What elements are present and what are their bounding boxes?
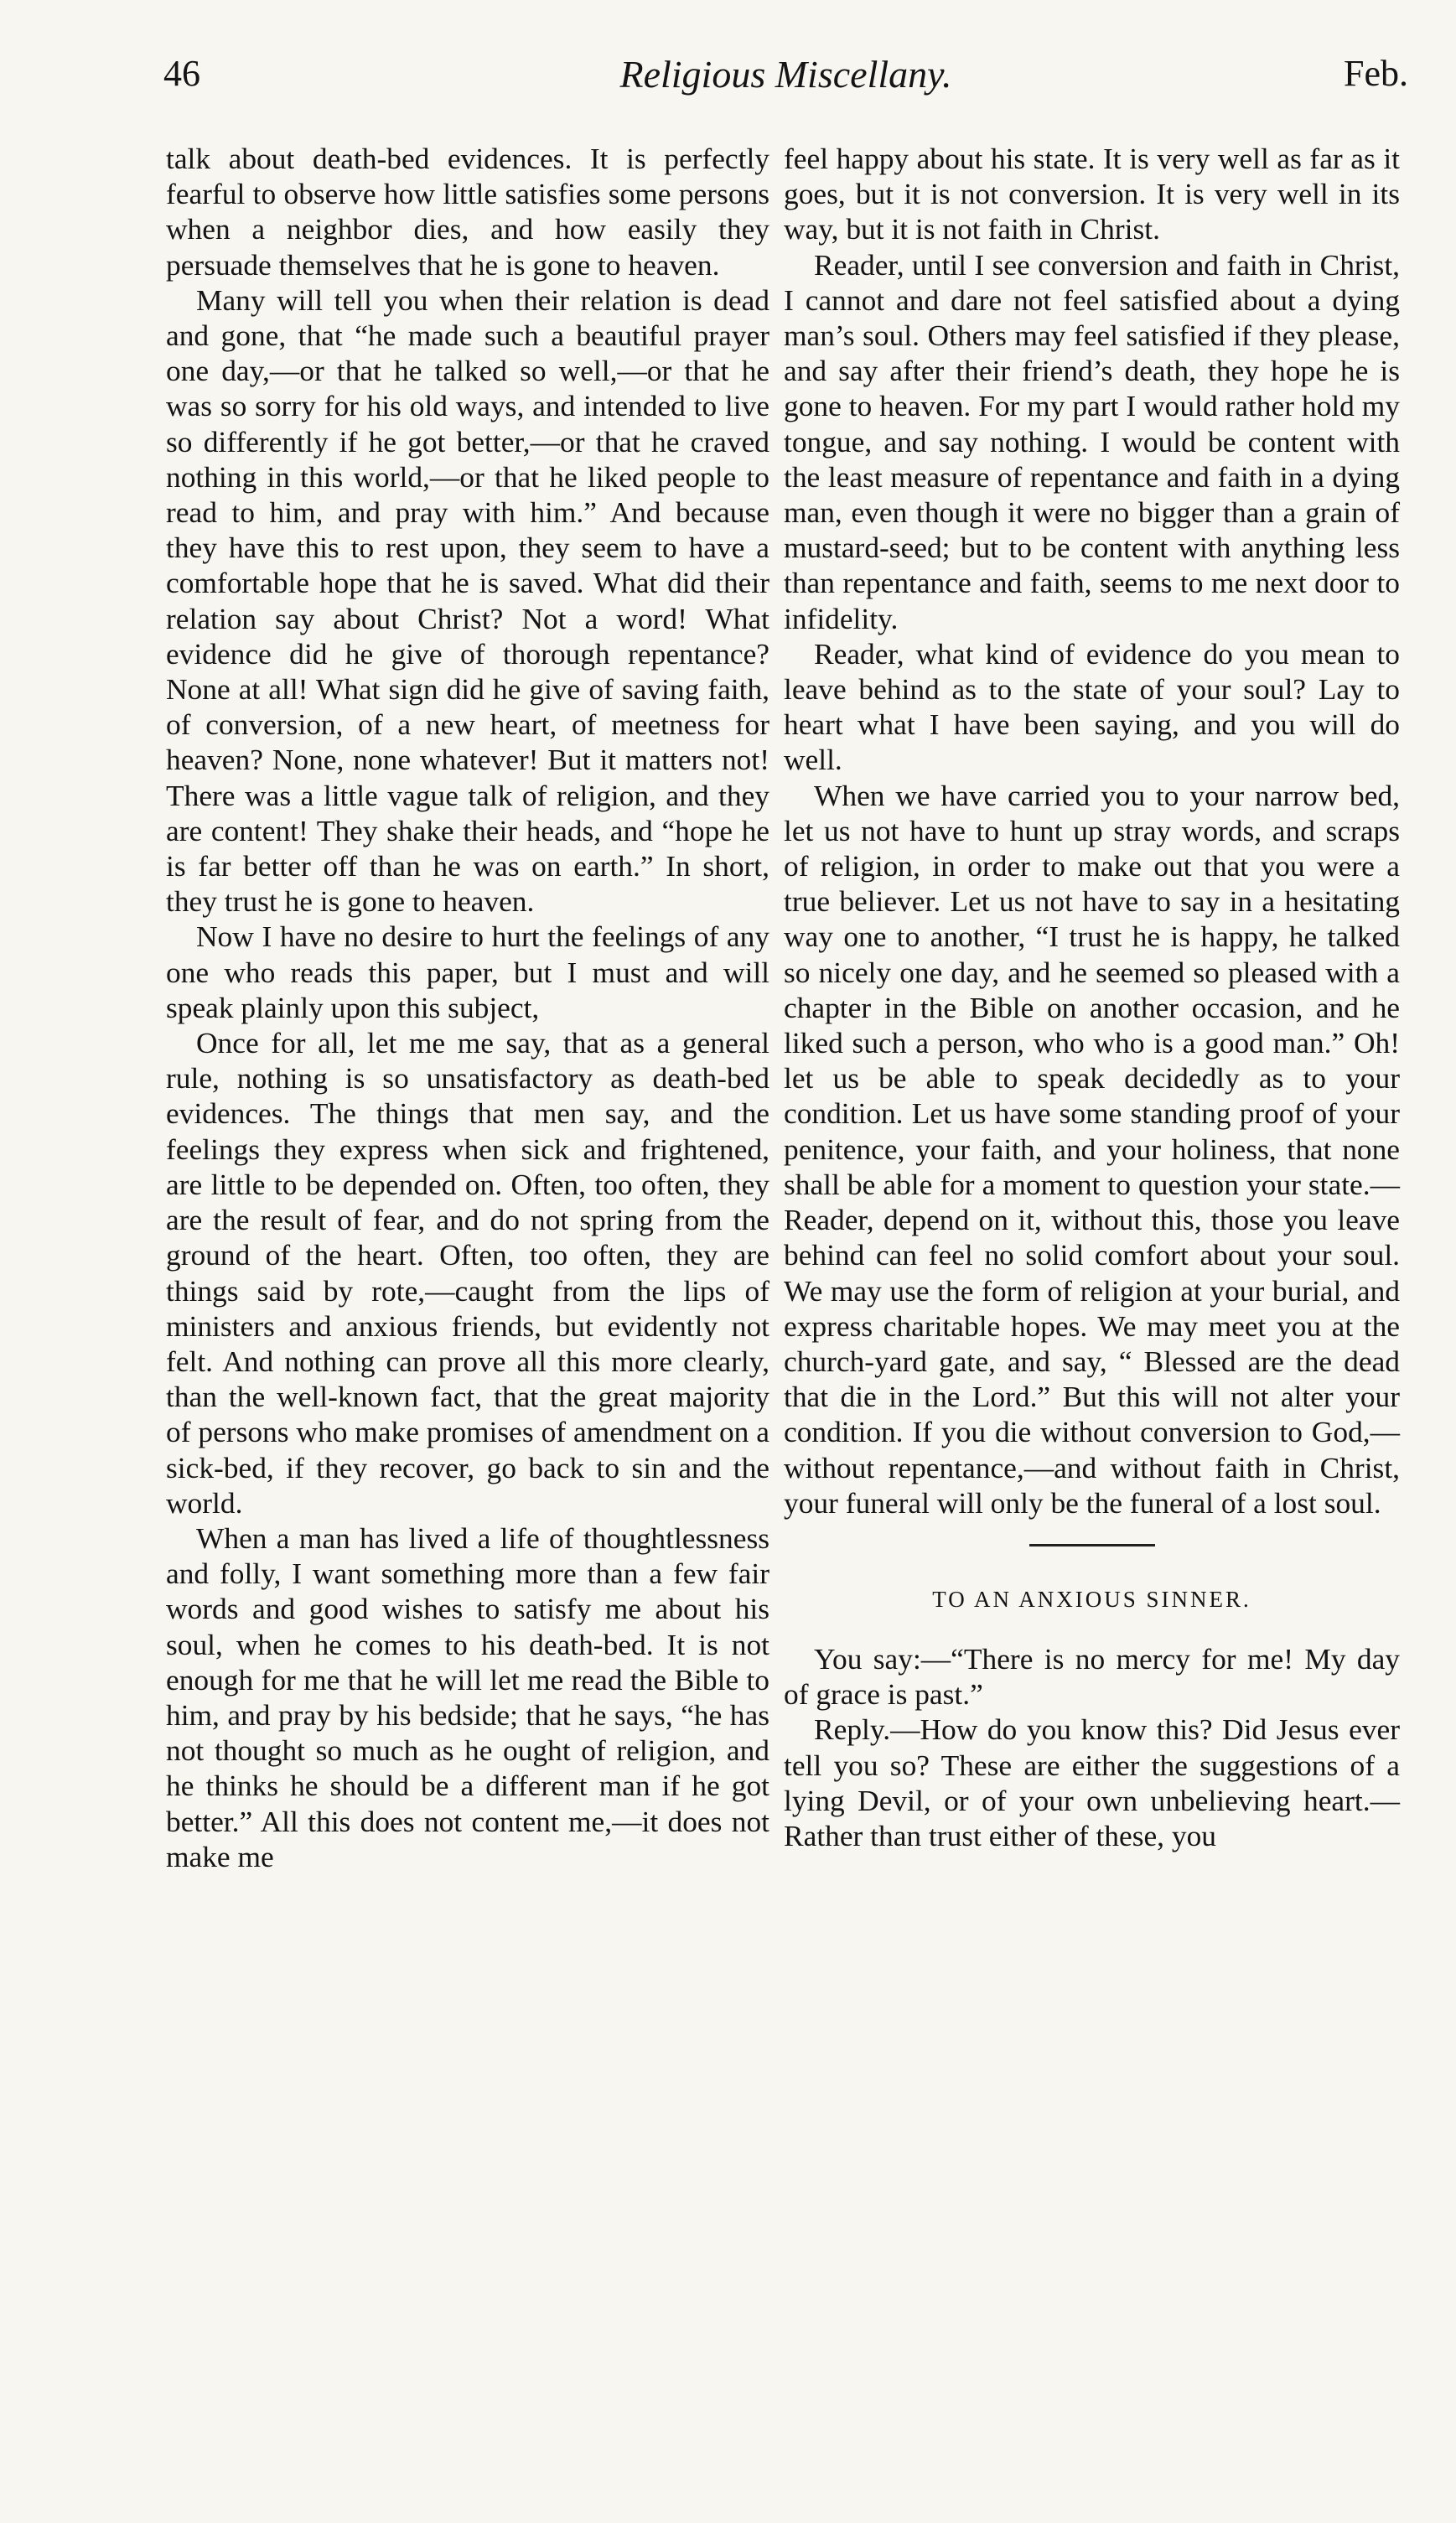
paragraph: When a man has lived a life of thoughtlessness and folly, I want something more than a few fair words and good wishes to satisfy me about his soul, when he comes to his death-bed. It is not enough for me that he will let me read the Bible to him, and pray by his bedside; that he says, “he has not thought so much as he ought of religion, and he thinks he should be a different man if he got better.” All this does not content me,—it does not make me — [166, 1521, 769, 1873]
section-heading: TO AN ANXIOUS SINNER. — [932, 1586, 1251, 1612]
paragraph: Reply.—How do you know this? Did Jesus ever tell you so? These are either the suggestions of a lying Devil, or of your own unbelieving heart.—Rather than trust either of these, you — [784, 1712, 1400, 1852]
paragraph: talk about death-bed evidences. It is perfectly fearful to observe how little satisfies some persons when a neighbor dies, and how easily they persuade themselves that he is gone to heaven. — [166, 142, 769, 282]
paragraph: Reader, what kind of evidence do you mean to leave behind as to the state of your soul? Lay to heart what I have been saying, and you will do well. — [784, 636, 1400, 777]
paragraph: Once for all, let me me say, that as a general rule, nothing is so unsatisfactory as death-bed evidences. The things that men say, and the feelings they express when sick and frightened, are little to be depended on. Often, too often, they are the result of fear, and do not spring from the ground of the heart. Often, too often, they are things said by rote,—caught from the lips of ministers and anxious friends, but evidently not felt. And nothing can prove all this more clearly, than the well-known fact, that the great majority of persons who make promises of amendment on a sick-bed, if they recover, go back to sin and the world. — [166, 1026, 769, 1520]
left-column — [166, 141, 769, 1874]
journal-title: Religious Miscellany. — [619, 53, 952, 96]
section-divider — [1029, 1544, 1155, 1546]
paragraph: feel happy about his state. It is very well as far as it goes, but it is not conversion. It is very well in its way, but it is not faith in Christ. — [784, 142, 1400, 246]
paragraph: When we have carried you to your narrow bed, let us not have to hunt up stray words, and scraps of religion, in order to make out that you were a true believer. Let us not have to say in a hesitating way one to another, “I trust he is happy, he talked so nicely one day, and he seemed so pleased with a chapter in the Bible on another occasion, and he liked such a person, who who is a good man.” Oh! let us be able to speak decidedly as to your condition. Let us have some standing proof of your penitence, your faith, and your holiness, that none shall be able for a moment to question your state.—Reader, depend on it, without this, those you leave behind can feel no solid comfort about your soul. We may use the form of religion at your burial, and express charitable hopes. We may meet you at the church-yard gate, and say, “ Blessed are the dead that die in the Lord.” But this will not alter your condition. If you die without conversion to God,—without repentance,—and without faith in Christ, your funeral will only be the funeral of a lost soul. — [784, 778, 1400, 1520]
running-header — [163, 52, 1408, 111]
paragraph: You say:—“There is no mercy for me! My day of grace is past.” — [784, 1641, 1400, 1712]
right-column — [784, 141, 1400, 1853]
paragraph: Reader, until I see conversion and faith in Christ, I cannot and dare not feel satisfied about a dying man’s soul. Others may feel satisfied if they please, and say after their friend’s death, they hope he is gone to heaven. For my part I would rather hold my tongue, and say nothing. I would be content with the least measure of repentance and faith in a dying man, even though it were no bigger than a grain of mustard-seed; but to be content with anything less than repentance and faith, seems to me next door to infidelity. — [784, 247, 1400, 635]
page-number: 46 — [163, 53, 200, 94]
paragraph: Many will tell you when their relation is dead and gone, that “he made such a beautiful prayer one day,—or that he talked so well,—or that he was so sorry for his old ways, and intended to live so differently if he got better,—or that he craved nothing in this world,—or that he liked people to read to him, and pray with him.” And because they have this to rest upon, they seem to have a comfortable hope that he is saved. What did their relation say about Christ? Not a word! What evidence did he give of thorough repentance? None at all! What sign did he give of saving faith, of conversion, of a new heart, of meetness for heaven? None, none whatever! But it matters not! There was a little vague talk of religion, and they are content! They shake their heads, and “hope he is far better off than he was on earth.” In short, they trust he is gone to heaven. — [166, 282, 769, 919]
issue-month: Feb. — [1344, 53, 1408, 94]
paragraph: Now I have no desire to hurt the feelings of any one who reads this paper, but I must and will speak plainly upon this subject, — [166, 920, 769, 1024]
